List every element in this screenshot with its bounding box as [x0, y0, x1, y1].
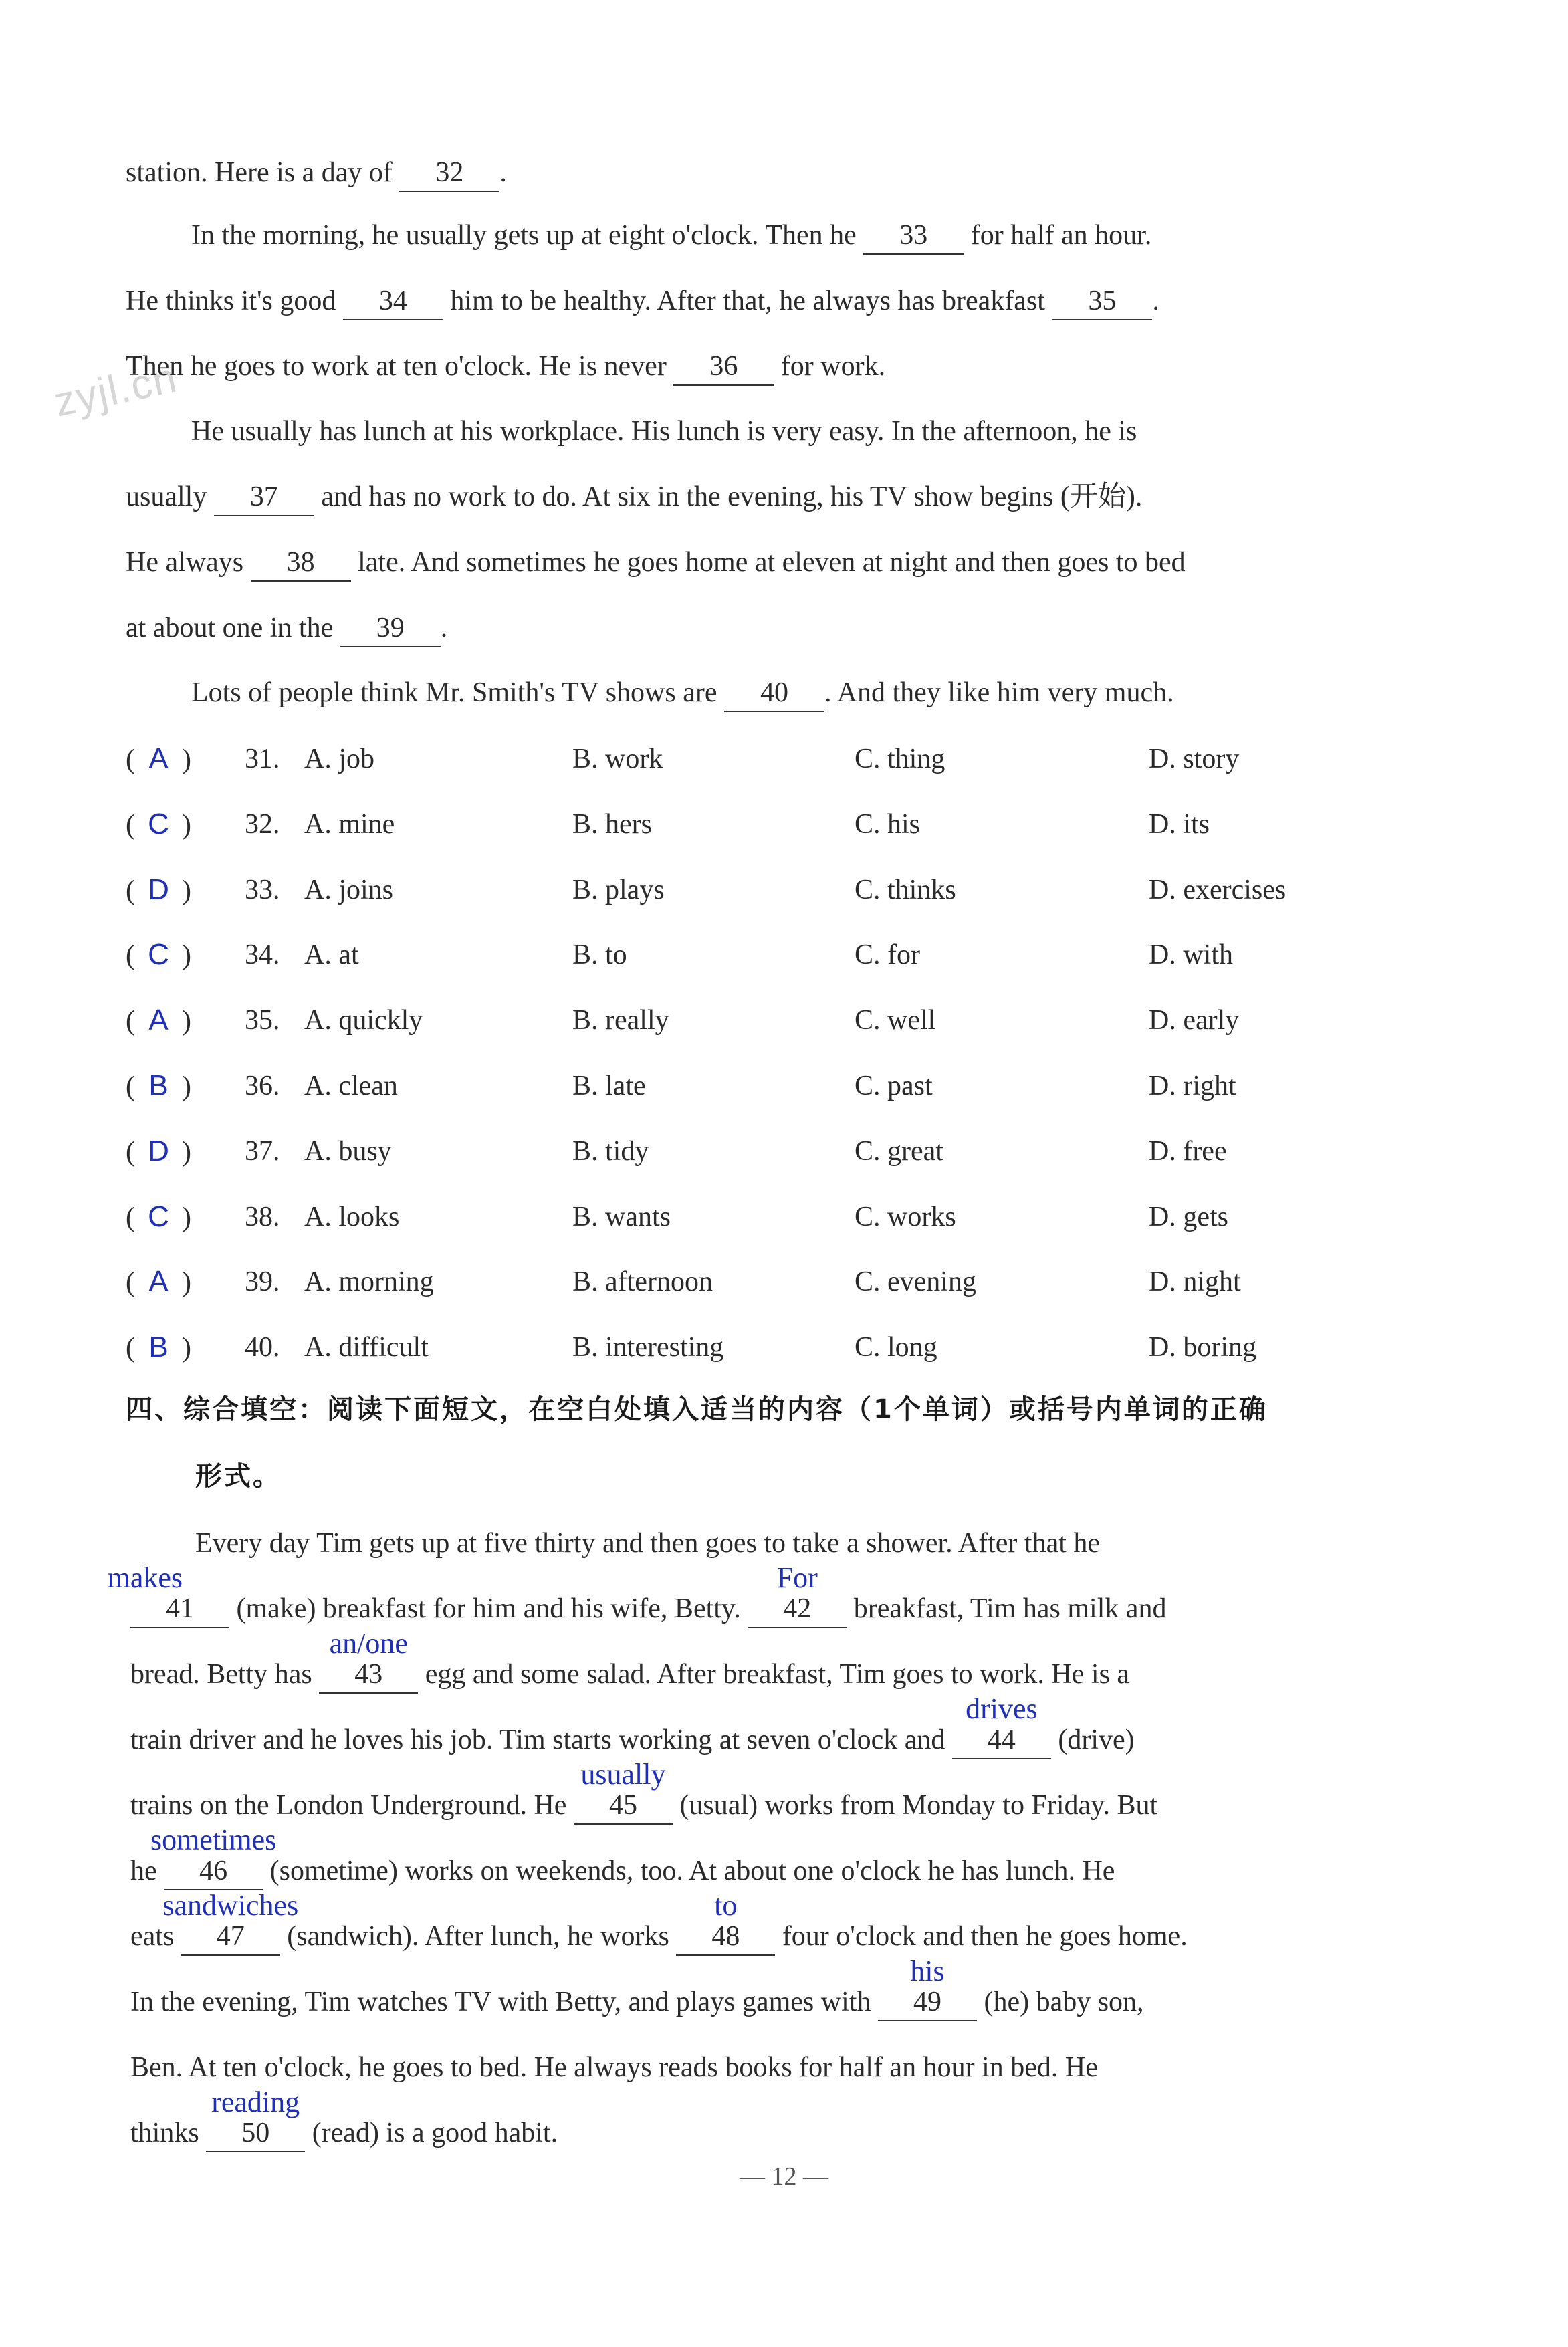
blank-46 — [150, 1823, 277, 1890]
blank-44 — [952, 1692, 1051, 1759]
text: at about one in the — [126, 612, 340, 643]
option-a: A. at — [304, 939, 359, 970]
text: In the evening, Tim watches TV with Betty, and plays games with — [130, 1987, 878, 2017]
option-c: C. well — [855, 1005, 936, 1036]
answer-47: sandwiches — [162, 1889, 299, 1922]
blank-48 — [676, 1889, 775, 1956]
blank-number: 48 — [711, 1921, 740, 1952]
text: (make) breakfast for him and his wife, Betty. — [229, 1593, 748, 1624]
question-number: 34. — [245, 939, 280, 970]
blank-39: 39 — [340, 610, 441, 647]
watermark: zyjl.cn — [49, 354, 182, 426]
blank-number: 50 — [241, 2118, 270, 2148]
blank-33: 33 — [863, 217, 964, 255]
p1-line-5 — [191, 411, 1137, 451]
blank-45 — [574, 1758, 673, 1825]
answer-mark: C — [148, 938, 169, 971]
option-c: C. for — [855, 939, 920, 970]
text: for half an hour. — [964, 220, 1152, 251]
question-number: 37. — [245, 1136, 280, 1167]
p2-line-7 — [130, 1889, 1188, 1957]
answer-bracket: ( A ) — [126, 1000, 191, 1041]
text: for work. — [774, 351, 886, 382]
text: He always — [126, 547, 251, 578]
option-d: D. with — [1149, 939, 1233, 970]
option-b: B. interesting — [572, 1332, 724, 1363]
answer-mark: C — [148, 808, 169, 841]
option-c: C. thing — [855, 744, 945, 774]
option-a: A. quickly — [304, 1005, 423, 1036]
option-a: A. joins — [304, 875, 394, 905]
p1-line-1 — [126, 152, 507, 193]
blank-number: 42 — [783, 1593, 812, 1624]
p2-line-8 — [130, 1954, 1144, 2022]
text: him to be healthy. After that, he always has breakfast — [443, 286, 1052, 316]
blank-37: 37 — [214, 479, 314, 516]
p1-line-7 — [126, 542, 1186, 582]
text: trains on the London Underground. He — [130, 1790, 574, 1821]
option-b: B. plays — [572, 875, 665, 905]
answer-mark: A — [148, 742, 169, 775]
blank-47 — [162, 1889, 299, 1956]
blank-number: 43 — [354, 1659, 383, 1690]
blank-42 — [748, 1561, 847, 1628]
question-number: 32. — [245, 809, 280, 840]
text: four o'clock and then he goes home. — [775, 1921, 1188, 1952]
answer-43: an/one — [329, 1627, 408, 1660]
text: . — [1152, 286, 1159, 316]
p1-line-4 — [126, 346, 885, 386]
p1-line-3 — [126, 281, 1159, 321]
blank-number: 41 — [166, 1593, 194, 1624]
option-d: D. its — [1149, 809, 1210, 840]
text: In the morning, he usually gets up at eight o'clock. Then he — [191, 220, 864, 251]
text: Ben. At ten o'clock, he goes to bed. He always reads books for half an hour in bed. He — [130, 2052, 1098, 2083]
answer-48: to — [714, 1889, 738, 1922]
answer-bracket: ( C ) — [126, 804, 191, 845]
text: bread. Betty has — [130, 1659, 320, 1690]
text: Every day Tim gets up at five thirty and then goes to take a shower. After that he — [195, 1528, 1101, 1559]
p1-line-2 — [191, 215, 1151, 255]
blank-34: 34 — [343, 283, 443, 320]
option-d: D. exercises — [1149, 875, 1286, 905]
answer-mark: B — [148, 1331, 169, 1363]
option-c: C. his — [855, 809, 921, 840]
blank-number: 44 — [987, 1724, 1016, 1755]
text: (sandwich). After lunch, he works — [279, 1921, 677, 1952]
option-b: B. hers — [572, 809, 652, 840]
p1-line-9 — [191, 673, 1174, 713]
option-b: B. tidy — [572, 1136, 649, 1167]
p1-line-6 — [126, 477, 1142, 517]
answer-bracket: ( A ) — [126, 739, 191, 780]
page-number: — 12 — — [740, 2162, 828, 2191]
option-c: C. past — [855, 1071, 933, 1101]
question-number: 35. — [245, 1005, 280, 1036]
text: thinks — [130, 2118, 207, 2148]
answer-45: usually — [580, 1758, 666, 1791]
answer-mark: B — [148, 1069, 169, 1102]
blank-number: 49 — [913, 1987, 941, 2017]
option-a: A. morning — [304, 1266, 434, 1297]
text: breakfast, Tim has milk and — [847, 1593, 1167, 1624]
text: usually — [126, 481, 214, 512]
blank-50 — [206, 2086, 305, 2152]
answer-bracket: ( B ) — [126, 1066, 191, 1107]
blank-49 — [878, 1954, 977, 2021]
option-c: C. works — [855, 1202, 956, 1232]
option-c: C. long — [855, 1332, 937, 1363]
answer-41: makes — [107, 1561, 183, 1594]
text: . — [440, 612, 448, 643]
answer-bracket: ( D ) — [126, 870, 191, 911]
option-c: C. evening — [855, 1266, 976, 1297]
p2-line-5 — [130, 1758, 1158, 1825]
answer-mark: A — [148, 1265, 169, 1298]
option-b: B. really — [572, 1005, 669, 1036]
option-a: A. difficult — [304, 1332, 429, 1363]
text: late. And sometimes he goes home at eleven at night and then goes to bed — [350, 547, 1186, 578]
option-a: A. busy — [304, 1136, 392, 1167]
answer-mark: A — [148, 1004, 169, 1036]
text: (sometime) works on weekends, too. At about one o'clock he has lunch. He — [263, 1856, 1115, 1886]
option-a: A. clean — [304, 1071, 398, 1101]
blank-41 — [107, 1561, 229, 1628]
option-b: B. late — [572, 1071, 646, 1101]
option-b: B. wants — [572, 1202, 671, 1232]
question-number: 36. — [245, 1071, 280, 1101]
p2-line-4 — [130, 1692, 1135, 1760]
answer-bracket: ( B ) — [126, 1327, 191, 1368]
option-d: D. gets — [1149, 1202, 1228, 1232]
text: train driver and he loves his job. Tim starts working at seven o'clock and — [130, 1724, 952, 1755]
blank-32: 32 — [399, 154, 499, 192]
question-number: 38. — [245, 1202, 280, 1232]
option-c: C. great — [855, 1136, 943, 1167]
option-d: D. early — [1149, 1005, 1240, 1036]
blank-number: 45 — [608, 1790, 637, 1821]
blank-40: 40 — [724, 675, 824, 712]
text: (he) baby son, — [976, 1987, 1144, 2017]
text: he — [130, 1856, 164, 1886]
text: (read) is a good habit. — [305, 2118, 558, 2148]
section-4-title-cont: 形式。 — [195, 1461, 282, 1492]
p2-line-1 — [195, 1523, 1100, 1563]
blank-number: 46 — [199, 1856, 228, 1886]
question-number: 39. — [245, 1266, 280, 1297]
option-b: B. work — [572, 744, 663, 774]
option-c: C. thinks — [855, 875, 956, 905]
text: eats — [130, 1921, 181, 1952]
p2-line-6 — [130, 1823, 1115, 1891]
text: He usually has lunch at his workplace. His lunch is very easy. In the afternoon, he is — [191, 416, 1137, 447]
section-4-title: 四、综合填空：阅读下面短文，在空白处填入适当的内容（1个单词）或括号内单词的正确 — [126, 1394, 1268, 1425]
text: station. Here is a day of — [126, 157, 400, 188]
option-b: B. afternoon — [572, 1266, 713, 1297]
answer-bracket: ( C ) — [126, 935, 191, 976]
text: . And they like him very much. — [824, 677, 1174, 708]
text: (usual) works from Monday to Friday. But — [672, 1790, 1158, 1821]
blank-36: 36 — [673, 348, 774, 386]
option-d: D. night — [1149, 1266, 1241, 1297]
p2-line-3 — [130, 1627, 1130, 1694]
option-a: A. job — [304, 744, 374, 774]
option-d: D. boring — [1149, 1332, 1256, 1363]
text: Lots of people think Mr. Smith's TV shows are — [191, 677, 724, 708]
text: and has no work to do. At six in the evening, his TV show begins (开始). — [314, 481, 1143, 512]
answer-42: For — [776, 1561, 818, 1594]
answer-50: reading — [211, 2086, 300, 2118]
answer-46: sometimes — [150, 1823, 277, 1856]
answer-49: his — [910, 1954, 945, 1987]
question-number: 40. — [245, 1332, 280, 1363]
answer-mark: C — [148, 1200, 169, 1233]
text: egg and some salad. After breakfast, Tim goes to work. He is a — [418, 1659, 1130, 1690]
blank-43 — [319, 1627, 418, 1694]
answer-mark: D — [148, 873, 169, 906]
answer-mark: D — [148, 1135, 169, 1167]
text: He thinks it's good — [126, 286, 343, 316]
option-d: D. free — [1149, 1136, 1227, 1167]
answer-bracket: ( C ) — [126, 1197, 191, 1238]
answer-bracket: ( A ) — [126, 1262, 191, 1303]
option-b: B. to — [572, 939, 627, 970]
p2-line-10 — [130, 2086, 558, 2153]
option-d: D. right — [1149, 1071, 1236, 1101]
blank-38: 38 — [251, 544, 351, 582]
question-number: 33. — [245, 875, 280, 905]
text: . — [499, 157, 507, 188]
p2-line-2 — [107, 1561, 1167, 1629]
answer-44: drives — [966, 1692, 1038, 1725]
p1-line-8 — [126, 608, 447, 648]
blank-number: 47 — [216, 1921, 245, 1952]
text: Then he goes to work at ten o'clock. He is never — [126, 351, 674, 382]
question-number: 31. — [245, 744, 280, 774]
text: (drive) — [1050, 1724, 1135, 1755]
answer-bracket: ( D ) — [126, 1131, 191, 1172]
blank-35: 35 — [1052, 283, 1152, 320]
option-d: D. story — [1149, 744, 1240, 774]
option-a: A. looks — [304, 1202, 400, 1232]
p2-line-9 — [130, 2047, 1098, 2088]
option-a: A. mine — [304, 809, 395, 840]
